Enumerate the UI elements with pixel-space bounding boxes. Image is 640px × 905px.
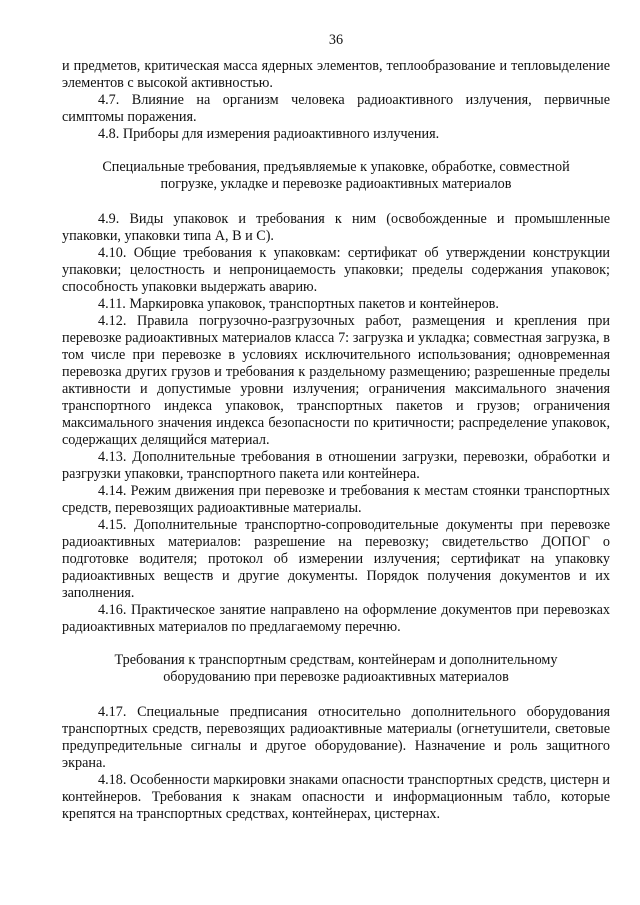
paragraph: 4.18. Особенности маркировки знаками опасности транспортных средств, цистерн и контейнеров. Требования к знакам опасности и информационным табло, которые крепятся на транспортных средствах, контейнерах, цистернах. <box>62 772 610 822</box>
section-gap <box>62 686 610 704</box>
paragraph: 4.9. Виды упаковок и требования к ним (освобожденные и промышленные упаковки, упаковки типа А, В и С). <box>62 211 610 244</box>
page-number: 36 <box>328 32 344 48</box>
section-heading-line: Требования к транспортным средствам, контейнерам и дополнительному <box>114 652 558 668</box>
paragraph: 4.12. Правила погрузочно-разгрузочных работ, размещения и крепления при перевозке радиоактивных материалов класса 7: загрузка и укладка; совместная загрузка, в том числе при перевозке в условиях исключительного использования; одновременная перевозка других грузов и требования к раздельному размещению; разрешенные пределы активности и допустимые уровни излучения; ограничения максимального значения транспортного индекса упаковок, транспортных пакетов и грузов; ограничения максимального значения индекса безопасности по критичности; распределение упаковок, содержащих делящийся материал. <box>62 313 610 448</box>
paragraph: 4.7. Влияние на организм человека радиоактивного излучения, первичные симптомы поражения. <box>62 92 610 125</box>
section-gap <box>62 636 610 652</box>
paragraph: 4.10. Общие требования к упаковкам: сертификат об утверждении конструкции упаковки; целостность и непроницаемость упаковки; пределы содержания упаковок; способность упаковки выдержать аварию. <box>62 245 610 295</box>
paragraph: 4.8. Приборы для измерения радиоактивного излучения. <box>98 126 440 142</box>
document-body <box>62 58 610 823</box>
paragraph: 4.11. Маркировка упаковок, транспортных пакетов и контейнеров. <box>98 296 499 312</box>
section-heading-line: оборудованию при перевозке радиоактивных материалов <box>163 669 509 685</box>
paragraph: 4.16. Практическое занятие направлено на оформление документов при перевозках радиоактивных материалов по предлагаемому перечню. <box>62 602 610 635</box>
paragraph: 4.14. Режим движения при перевозке и требования к местам стоянки транспортных средств, перевозящих радиоактивные материалы. <box>62 483 610 516</box>
paragraph: 4.17. Специальные предписания относительно дополнительного оборудования транспортных средств, перевозящих радиоактивные материалы (огнетушители, световые предупредительные сигналы и другое оборудование). Назначение и роль защитного экрана. <box>62 704 610 771</box>
section-gap <box>62 193 610 211</box>
paragraph: 4.15. Дополнительные транспортно-сопроводительные документы при перевозке радиоактивных материалов: разрешение на перевозку; свидетельство ДОПОГ о подготовке водителя; протокол об измерении излучения; сертификат на упаковку радиоактивных веществ и другие документы. Порядок получения документов и их заполнения. <box>62 517 610 601</box>
section-gap <box>62 143 610 159</box>
section-heading-line: Специальные требования, предъявляемые к упаковке, обработке, совместной <box>102 159 570 175</box>
paragraph: 4.13. Дополнительные требования в отношении загрузки, перевозки, обработки и разгрузки упаковки, транспортного пакета или контейнера. <box>62 449 610 482</box>
paragraph: и предметов, критическая масса ядерных элементов, теплообразование и тепловыделение элементов с высокой активностью. <box>62 58 610 91</box>
section-heading-line: погрузке, укладке и перевозке радиоактивных материалов <box>160 176 512 192</box>
document-page <box>62 32 610 823</box>
